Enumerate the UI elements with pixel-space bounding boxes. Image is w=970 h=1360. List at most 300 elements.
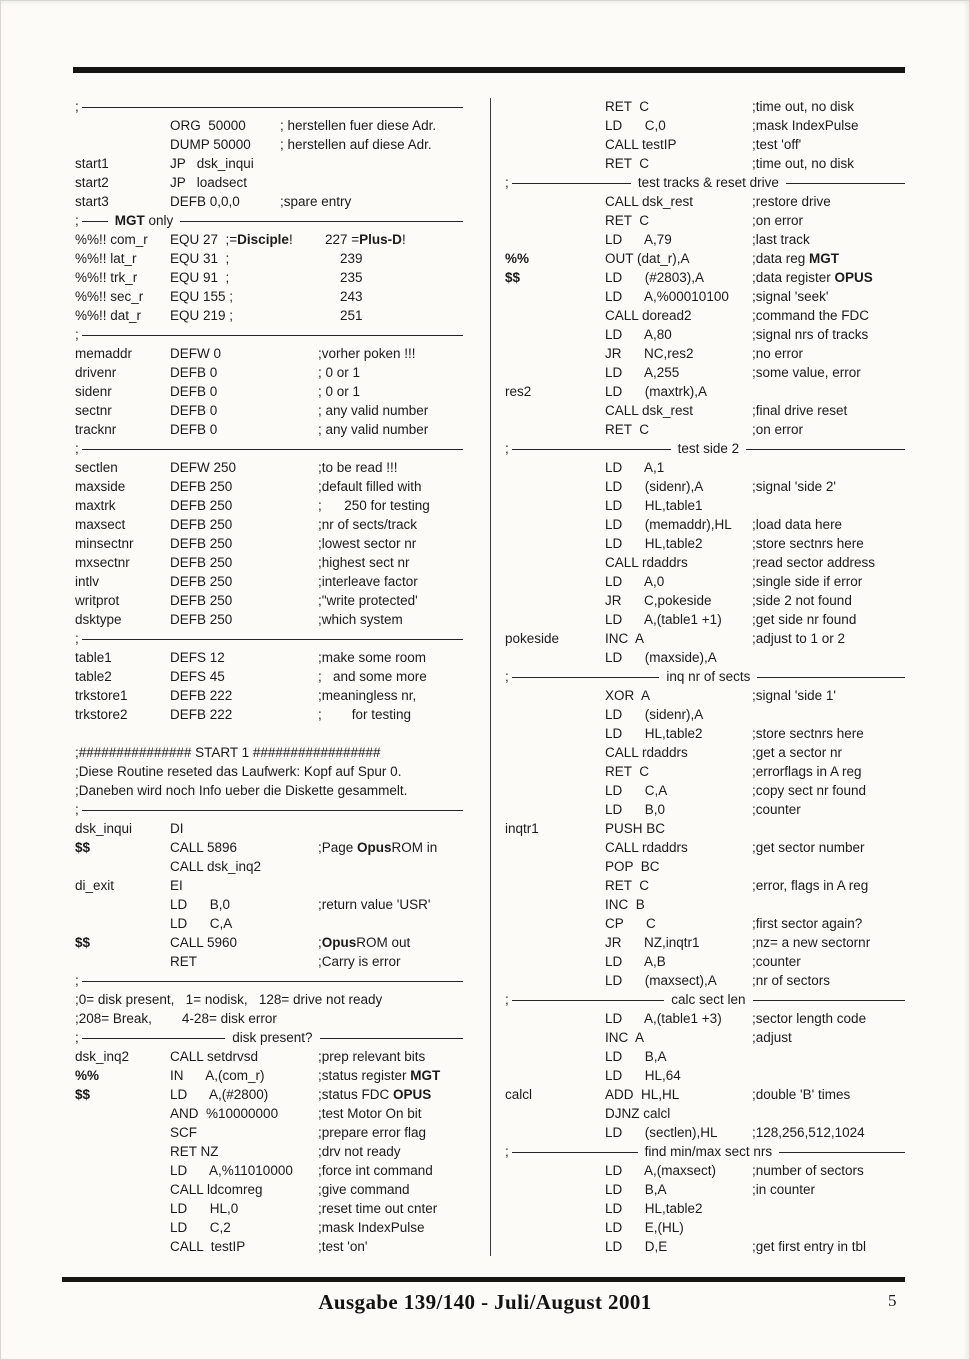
code-label: writprot	[75, 593, 120, 608]
comment-semicolon: ;	[75, 213, 79, 228]
code-row	[505, 1028, 905, 1047]
code-row	[505, 876, 905, 895]
code-instruction: LD (#2803),A	[605, 270, 705, 285]
code-comment: ; herstellen auf diese Adr.	[280, 137, 432, 152]
code-comment: ;give command	[318, 1182, 410, 1197]
code-instruction: JP dsk_inqui	[170, 156, 254, 171]
code-label: sectnr	[75, 403, 112, 418]
code-label: tracknr	[75, 422, 117, 437]
code-instruction: SCF	[170, 1125, 197, 1140]
divider-line	[82, 981, 463, 982]
code-row	[505, 1180, 905, 1199]
section-divider	[75, 439, 463, 458]
code-instruction: DEFS 45	[170, 669, 225, 684]
code-instruction: DEFB 250	[170, 593, 233, 608]
code-row	[75, 230, 463, 249]
code-instruction: PUSH BC	[605, 821, 666, 836]
code-comment: ;load data here	[752, 517, 843, 532]
code-instruction: DEFB 0	[170, 403, 218, 418]
code-instruction: DEFB 0	[170, 422, 218, 437]
code-row	[75, 952, 463, 971]
divider-line	[82, 639, 463, 640]
code-row	[505, 952, 905, 971]
section-title: find min/max sect nrs	[644, 1144, 773, 1159]
code-comment: ;Page OpusROM in	[318, 840, 438, 855]
comment-semicolon: ;	[75, 631, 79, 646]
code-instruction: CALL 5960	[170, 935, 238, 950]
code-row	[75, 420, 463, 439]
code-row	[75, 192, 463, 211]
code-comment: ;restore drive	[752, 194, 831, 209]
code-instruction: LD D,E	[605, 1239, 668, 1254]
code-instruction: LD A,B	[605, 954, 666, 969]
code-comment: ; herstellen fuer diese Adr.	[280, 118, 437, 133]
code-label: inqtr1	[505, 821, 539, 836]
bottom-rule	[62, 1277, 905, 1282]
code-comment: ; 0 or 1	[318, 384, 361, 399]
code-row	[505, 857, 905, 876]
blank-line	[75, 724, 463, 743]
code-instruction: DI	[170, 821, 184, 836]
code-row	[505, 211, 905, 230]
code-comment: ;force int command	[318, 1163, 433, 1178]
code-label: $$	[75, 935, 91, 950]
code-instruction: DEFB 222	[170, 688, 233, 703]
section-title: test side 2	[677, 441, 740, 456]
code-comment: ;OpusROM out	[318, 935, 411, 950]
code-row	[505, 458, 905, 477]
code-instruction: JP loadsect	[170, 175, 248, 190]
divider-line	[512, 449, 671, 450]
code-row	[75, 268, 463, 287]
code-row	[505, 135, 905, 154]
code-comment: ;errorflags in A reg	[752, 764, 862, 779]
divider-line	[786, 183, 905, 184]
code-row	[505, 477, 905, 496]
code-instruction: RET NZ	[170, 1144, 219, 1159]
comment-semicolon: ;	[75, 441, 79, 456]
code-comment: ;first sector again?	[752, 916, 863, 931]
code-row	[75, 515, 463, 534]
code-instruction: DEFS 12	[170, 650, 225, 665]
code-instruction: JR NZ,inqtr1	[605, 935, 700, 950]
divider-line	[82, 449, 463, 450]
section-divider	[75, 800, 463, 819]
section-divider	[505, 439, 905, 458]
code-instruction: DEFB 222	[170, 707, 233, 722]
code-instruction: DEFB 250	[170, 517, 233, 532]
code-row	[75, 1199, 463, 1218]
code-row	[75, 667, 463, 686]
code-comment: ;store sectnrs here	[752, 536, 864, 551]
code-instruction: DEFB 250	[170, 479, 233, 494]
comment-semicolon: ;	[75, 327, 79, 342]
divider-line	[746, 449, 905, 450]
section-divider	[75, 211, 463, 230]
code-row	[505, 686, 905, 705]
code-label: maxside	[75, 479, 126, 494]
code-comment: ;signal 'side 2'	[752, 479, 836, 494]
code-row	[75, 914, 463, 933]
code-comment: ;some value, error	[752, 365, 861, 380]
code-row	[505, 800, 905, 819]
comment-semicolon: ;	[75, 802, 79, 817]
code-comment: ;signal nrs of tracks	[752, 327, 869, 342]
code-instruction: LD A,%11010000	[170, 1163, 293, 1178]
code-instruction: CALL rdaddrs	[605, 745, 688, 760]
code-row	[505, 268, 905, 287]
code-instruction: LD B,0	[605, 802, 666, 817]
code-instruction: CALL rdaddrs	[605, 840, 688, 855]
comment-semicolon: ;	[75, 1030, 79, 1045]
code-row	[75, 249, 463, 268]
code-comment: ;adjust	[752, 1030, 792, 1045]
code-instruction: CALL testIP	[170, 1239, 246, 1254]
code-instruction: RET C	[605, 422, 650, 437]
code-instruction: LD B,A	[605, 1182, 667, 1197]
code-instruction: INC A	[605, 1030, 645, 1045]
code-instruction: XOR A	[605, 688, 651, 703]
code-comment: ;interleave factor	[318, 574, 418, 589]
code-instruction: LD A,(table1 +1)	[605, 612, 722, 627]
code-row	[505, 914, 905, 933]
code-comment: ;single side if error	[752, 574, 863, 589]
footer-issue-title: Ausgabe 139/140 - Juli/August 2001	[318, 1290, 652, 1314]
divider-line	[757, 677, 905, 678]
code-instruction: LD A,255	[605, 365, 680, 380]
code-instruction: LD (sidenr),A	[605, 707, 704, 722]
code-comment: ;mask IndexPulse	[318, 1220, 425, 1235]
code-row	[505, 382, 905, 401]
code-label: %%!! dat_r	[75, 308, 142, 323]
code-instruction: JR NC,res2	[605, 346, 694, 361]
left-code-column	[75, 97, 463, 1256]
code-row	[75, 154, 463, 173]
code-row	[75, 838, 463, 857]
code-label: table2	[75, 669, 112, 684]
code-row	[75, 1104, 463, 1123]
code-row	[505, 306, 905, 325]
code-comment: ;time out, no disk	[752, 99, 855, 114]
code-label: sectlen	[75, 460, 118, 475]
code-instruction: LD C,0	[605, 118, 666, 133]
code-comment: 243	[325, 289, 363, 304]
code-instruction: CP C	[605, 916, 656, 931]
code-label: %%!! com_r	[75, 232, 148, 247]
code-instruction: LD A,0	[605, 574, 665, 589]
code-comment: ;highest sect nr	[318, 555, 410, 570]
comment-semicolon: ;	[75, 973, 79, 988]
code-comment: ;Carry is error	[318, 954, 401, 969]
divider-line	[512, 183, 631, 184]
section-title: inq nr of sects	[666, 669, 751, 684]
code-instruction: DUMP 50000	[170, 137, 251, 152]
code-row	[505, 895, 905, 914]
code-label: start3	[75, 194, 109, 209]
code-comment: ;time out, no disk	[752, 156, 855, 171]
column-divider	[490, 98, 491, 1256]
divider-line	[320, 1038, 463, 1039]
code-instruction: LD HL,table2	[605, 1201, 703, 1216]
code-instruction: RET C	[605, 99, 650, 114]
code-row	[505, 1009, 905, 1028]
comment-line: ;Daneben wird noch Info ueber die Diskette gesammelt.	[75, 783, 408, 798]
code-comment: ;read sector address	[752, 555, 876, 570]
code-comment: ;make some room	[318, 650, 427, 665]
code-comment: ;status register MGT	[318, 1068, 441, 1083]
section-title: calc sect len	[671, 992, 746, 1007]
section-title: disk present?	[232, 1030, 313, 1045]
code-instruction: DEFB 0,0,0	[170, 194, 240, 209]
section-divider	[75, 325, 463, 344]
section-divider	[505, 667, 905, 686]
code-row	[505, 629, 905, 648]
code-row	[505, 971, 905, 990]
code-label: %%	[75, 1068, 100, 1083]
code-comment: ;nr of sects/track	[318, 517, 418, 532]
code-comment: ; 250 for testing	[318, 498, 430, 513]
code-row	[75, 534, 463, 553]
code-instruction: LD (maxsect),A	[605, 973, 717, 988]
code-row	[75, 401, 463, 420]
code-comment: ;test 'off'	[752, 137, 802, 152]
code-comment: ;number of sectors	[752, 1163, 864, 1178]
code-row	[505, 534, 905, 553]
code-comment: ;return value 'USR'	[318, 897, 431, 912]
code-row	[505, 363, 905, 382]
code-comment: ;counter	[752, 954, 801, 969]
code-comment: ;default filled with	[318, 479, 422, 494]
code-row	[505, 1123, 905, 1142]
divider-line	[82, 107, 463, 108]
code-row	[505, 192, 905, 211]
code-instruction: LD (sectlen),HL	[605, 1125, 718, 1140]
code-comment: ;to be read !!!	[318, 460, 398, 475]
code-instruction: CALL ldcomreg	[170, 1182, 263, 1197]
code-row	[505, 154, 905, 173]
code-comment: ;signal 'side 1'	[752, 688, 836, 703]
code-comment: ;test Motor On bit	[318, 1106, 422, 1121]
code-comment: ;nz= a new sectornr	[752, 935, 871, 950]
code-row	[505, 1237, 905, 1256]
code-label: dsk_inqui	[75, 821, 133, 836]
code-instruction: EQU 31 ;	[170, 251, 230, 266]
code-comment: ;error, flags in A reg	[752, 878, 869, 893]
code-label: drivenr	[75, 365, 117, 380]
code-comment: ;status FDC OPUS	[318, 1087, 432, 1102]
code-label: %%!! sec_r	[75, 289, 144, 304]
code-label: intlv	[75, 574, 100, 589]
code-row	[505, 249, 905, 268]
code-row	[505, 97, 905, 116]
code-comment: ; and some more	[318, 669, 427, 684]
divider-line	[82, 335, 463, 336]
divider-line	[82, 221, 108, 222]
code-label: dsk_inq2	[75, 1049, 130, 1064]
comment-line: ;############### START 1 #################	[75, 745, 381, 760]
section-divider	[505, 990, 905, 1009]
code-label: %%	[505, 251, 530, 266]
code-row	[505, 1085, 905, 1104]
code-comment: ; any valid number	[318, 403, 429, 418]
code-label: maxtrk	[75, 498, 116, 513]
top-rule	[73, 67, 905, 73]
code-instruction: LD (maxside),A	[605, 650, 717, 665]
code-comment: ;meaningless nr,	[318, 688, 417, 703]
section-title: test tracks & reset drive	[637, 175, 779, 190]
code-row	[75, 116, 463, 135]
code-comment: ;prepare error flag	[318, 1125, 427, 1140]
code-instruction: JR C,pokeside	[605, 593, 712, 608]
code-instruction: RET	[170, 954, 197, 969]
code-instruction: LD (memaddr),HL	[605, 517, 732, 532]
code-row	[505, 1047, 905, 1066]
code-comment: ;counter	[752, 802, 801, 817]
code-row	[75, 876, 463, 895]
code-label: trkstore2	[75, 707, 128, 722]
code-instruction: OUT (dat_r),A	[605, 251, 690, 266]
code-instruction: LD C,2	[170, 1220, 231, 1235]
code-instruction: RET C	[605, 213, 650, 228]
code-instruction: DJNZ calcl	[605, 1106, 671, 1121]
code-instruction: LD A,(maxsect)	[605, 1163, 717, 1178]
code-label: res2	[505, 384, 532, 399]
code-instruction: DEFB 250	[170, 612, 233, 627]
comment-semicolon: ;	[505, 992, 509, 1007]
code-instruction: CALL 5896	[170, 840, 238, 855]
code-row	[505, 610, 905, 629]
right-code-column	[505, 97, 905, 1256]
code-comment: ;on error	[752, 422, 804, 437]
code-instruction: EI	[170, 878, 183, 893]
code-instruction: LD HL,table1	[605, 498, 703, 513]
code-comment: ;copy sect nr found	[752, 783, 867, 798]
section-divider	[505, 173, 905, 192]
code-instruction: DEFW 0	[170, 346, 222, 361]
code-instruction: CALL testIP	[605, 137, 677, 152]
code-label: table1	[75, 650, 112, 665]
code-comment: ;drv not ready	[318, 1144, 401, 1159]
code-instruction: LD A,(table1 +3)	[605, 1011, 722, 1026]
code-label: $$	[505, 270, 521, 285]
code-comment: ;which system	[318, 612, 403, 627]
code-instruction: DEFW 250	[170, 460, 237, 475]
code-comment: ;spare entry	[280, 194, 352, 209]
code-comment: ;vorher poken !!!	[318, 346, 416, 361]
code-instruction: CALL dsk_rest	[605, 194, 694, 209]
code-instruction: EQU 91 ;	[170, 270, 230, 285]
code-row	[505, 325, 905, 344]
code-instruction: DEFB 250	[170, 498, 233, 513]
code-row	[505, 230, 905, 249]
code-instruction: LD HL,table2	[605, 536, 703, 551]
code-row	[505, 420, 905, 439]
code-row	[75, 1218, 463, 1237]
code-instruction: DEFB 250	[170, 574, 233, 589]
code-comment: ;sector length code	[752, 1011, 867, 1026]
code-instruction: RET C	[605, 764, 650, 779]
code-instruction: RET C	[605, 156, 650, 171]
code-row	[75, 610, 463, 629]
code-comment: 227 =Plus-D!	[325, 232, 406, 247]
code-row	[505, 724, 905, 743]
comment-semicolon: ;	[75, 99, 79, 114]
code-row	[505, 648, 905, 667]
comment-semicolon: ;	[505, 1144, 509, 1159]
code-row	[505, 781, 905, 800]
section-title: MGT only	[114, 213, 174, 228]
code-instruction: DEFB 0	[170, 365, 218, 380]
code-comment: ; any valid number	[318, 422, 429, 437]
code-instruction: LD A,%00010100	[605, 289, 729, 304]
code-row	[75, 363, 463, 382]
code-instruction: AND %10000000	[170, 1106, 279, 1121]
code-instruction: CALL dsk_inq2	[170, 859, 262, 874]
code-instruction: LD C,A	[605, 783, 668, 798]
comment-line: ;Diese Routine reseted das Laufwerk: Kopf auf Spur 0.	[75, 764, 402, 779]
code-row	[75, 1066, 463, 1085]
code-instruction: EQU 155 ;	[170, 289, 234, 304]
code-row	[505, 553, 905, 572]
code-comment: ;get a sector nr	[752, 745, 843, 760]
code-instruction: INC B	[605, 897, 645, 912]
code-instruction: POP BC	[605, 859, 660, 874]
code-comment: ;final drive reset	[752, 403, 848, 418]
code-instruction: IN A,(com_r)	[170, 1068, 265, 1083]
code-row	[75, 1123, 463, 1142]
code-label: sidenr	[75, 384, 112, 399]
code-row	[75, 1047, 463, 1066]
code-row	[75, 1237, 463, 1256]
section-divider	[75, 971, 463, 990]
code-instruction: DEFB 0	[170, 384, 218, 399]
divider-line	[753, 1000, 905, 1001]
code-instruction: DEFB 250	[170, 555, 233, 570]
code-label: %%!! trk_r	[75, 270, 138, 285]
code-row	[505, 838, 905, 857]
code-comment: ;test 'on'	[318, 1239, 368, 1254]
code-row	[75, 1142, 463, 1161]
code-row	[505, 496, 905, 515]
code-instruction: EQU 219 ;	[170, 308, 234, 323]
code-label: maxsect	[75, 517, 126, 532]
divider-line	[82, 1038, 225, 1039]
code-comment: ;prep relevant bits	[318, 1049, 426, 1064]
divider-line	[180, 221, 463, 222]
code-row	[75, 933, 463, 952]
code-label: di_exit	[75, 878, 115, 893]
code-comment: ;double 'B' times	[752, 1087, 851, 1102]
code-row	[75, 306, 463, 325]
code-instruction: EQU 27 ;=Disciple!	[170, 232, 293, 247]
code-comment: ;"write protected'	[318, 593, 418, 608]
code-row	[505, 1066, 905, 1085]
code-label: start1	[75, 156, 109, 171]
code-row	[75, 895, 463, 914]
code-row	[75, 458, 463, 477]
code-label: memaddr	[75, 346, 133, 361]
code-comment: ;data register OPUS	[752, 270, 873, 285]
code-label: dsktype	[75, 612, 122, 627]
code-row	[75, 1161, 463, 1180]
code-instruction: LD (sidenr),A	[605, 479, 704, 494]
code-label: mxsectnr	[75, 555, 130, 570]
code-row	[75, 287, 463, 306]
code-label: $$	[75, 840, 91, 855]
code-row	[505, 344, 905, 363]
code-instruction: INC A	[605, 631, 645, 646]
code-row	[75, 686, 463, 705]
